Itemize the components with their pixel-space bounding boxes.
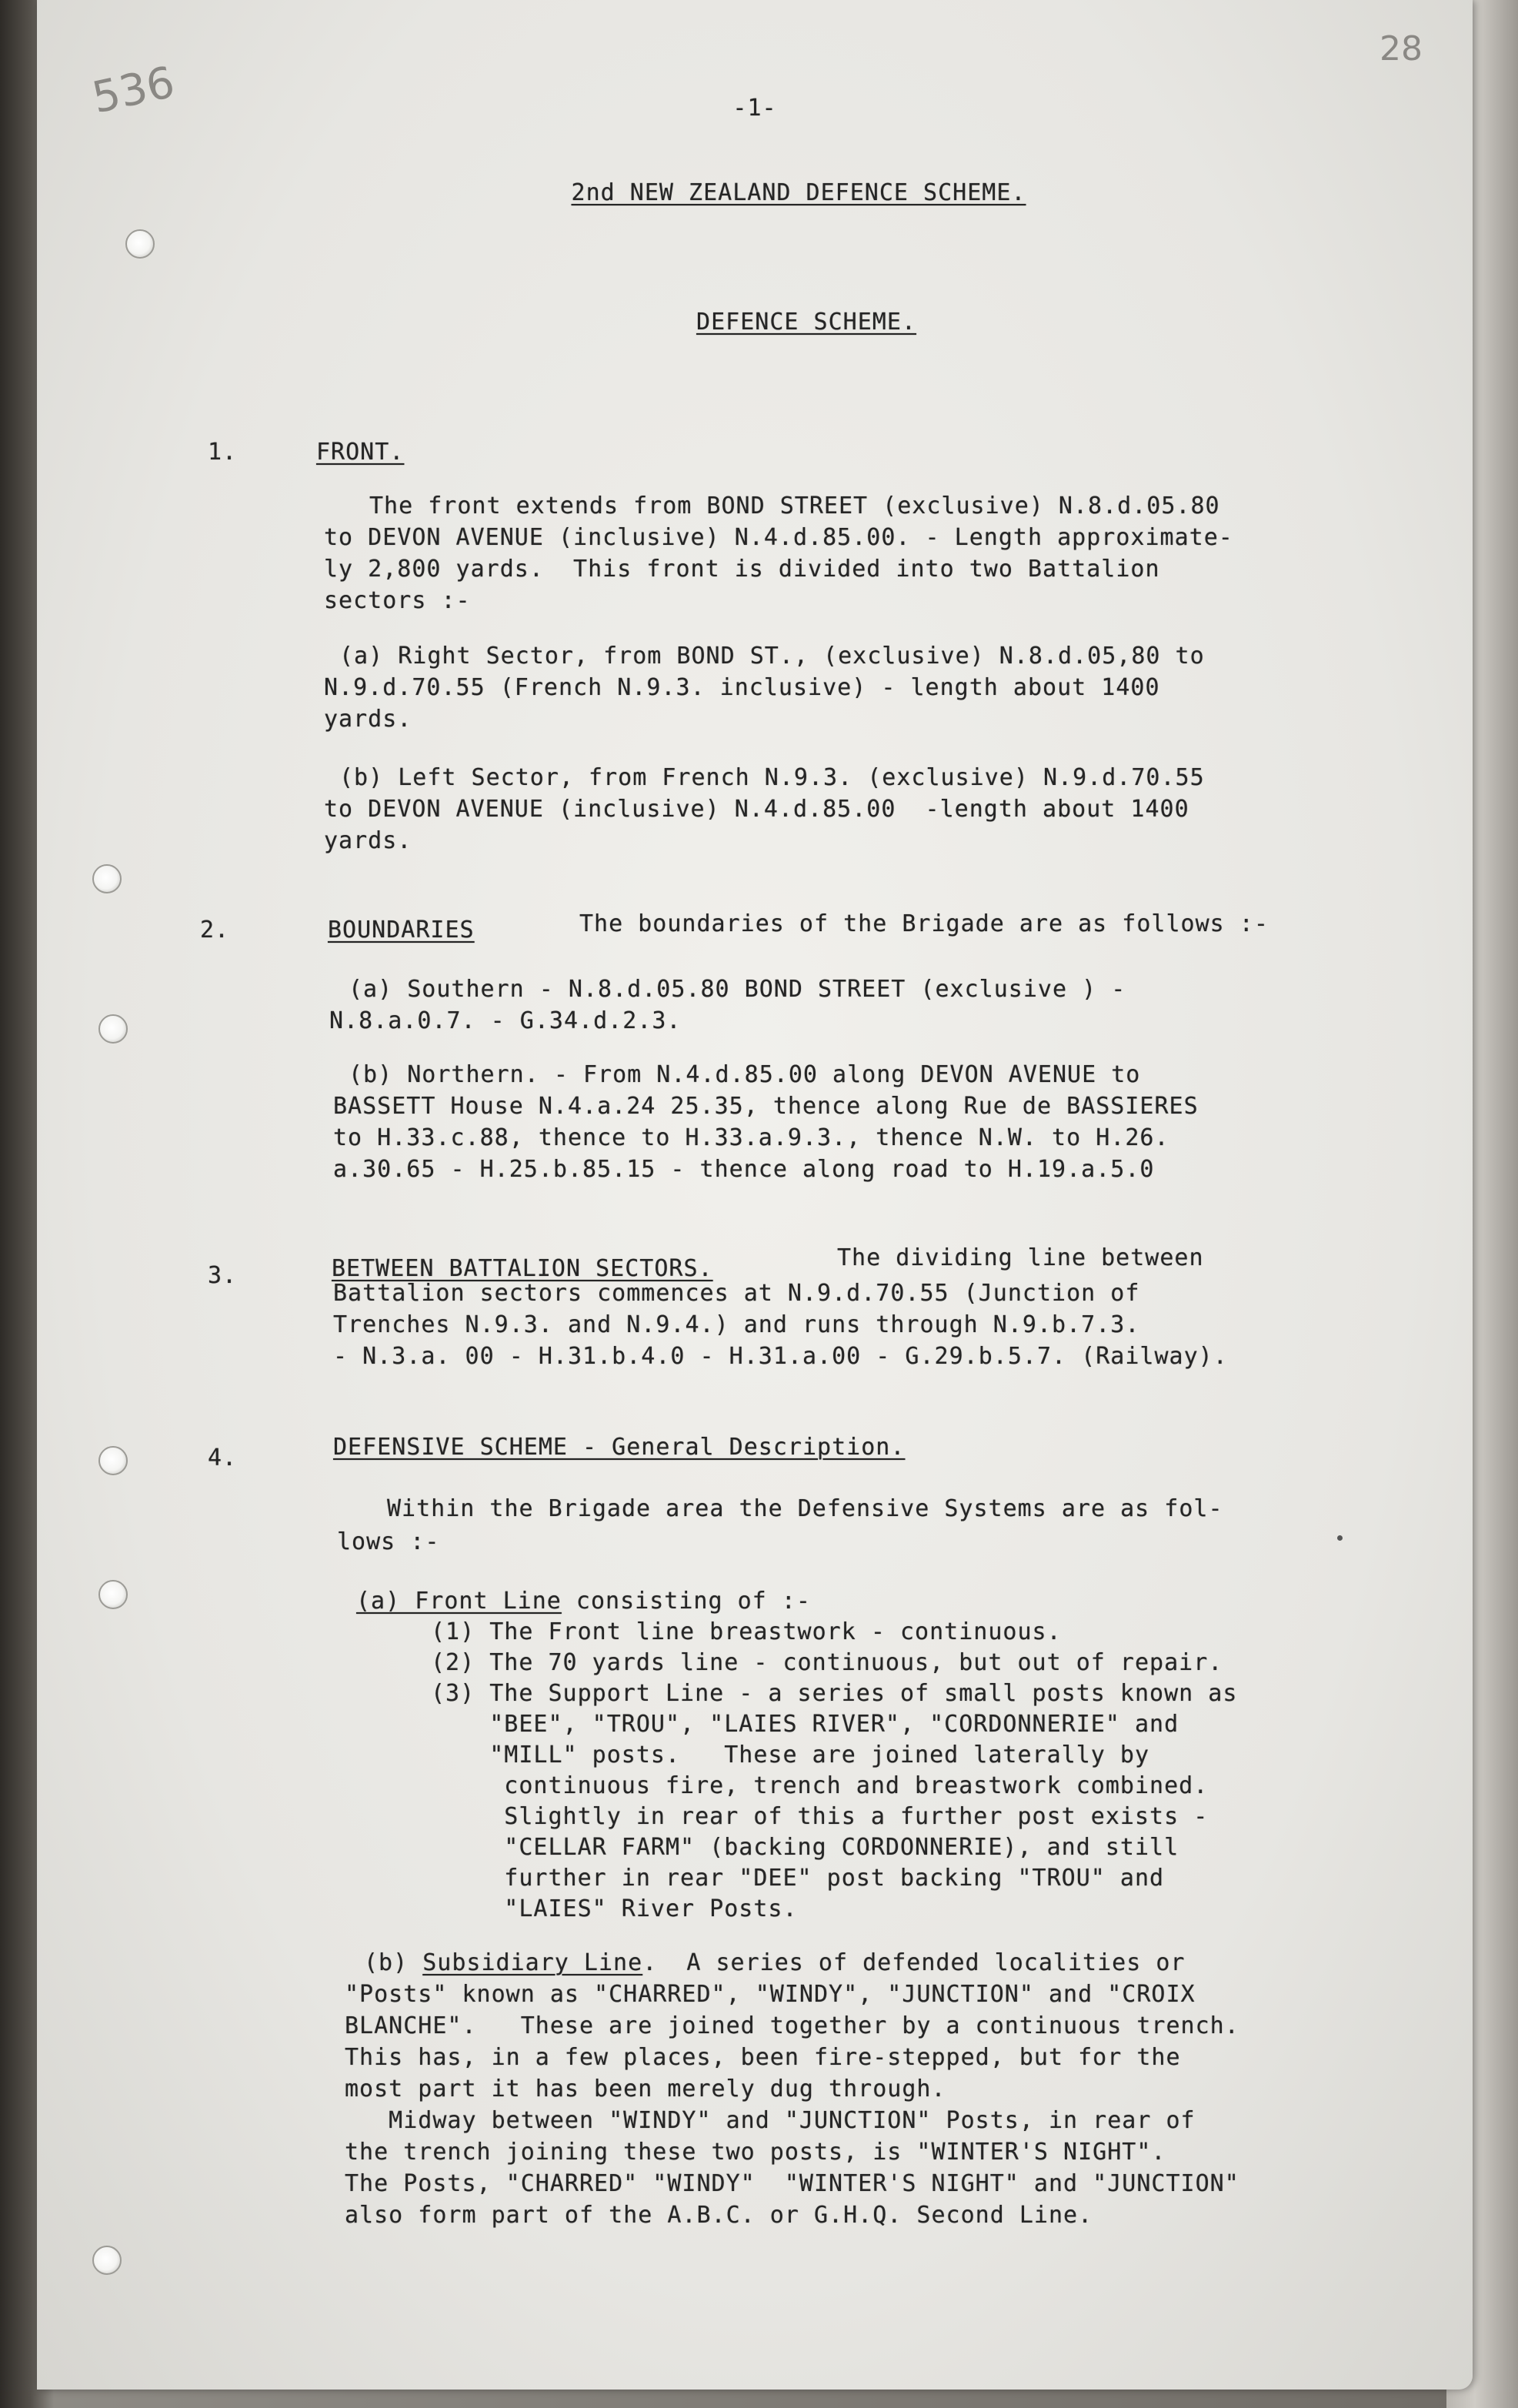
punch-hole — [98, 1580, 128, 1609]
subsidiary-line-label: Subsidiary Line — [422, 1949, 643, 1976]
front-line-item: (3) The Support Line - a series of small posts known as — [431, 1680, 1238, 1707]
front-line-item: (2) The 70 yards line - continuous, but out of repair. — [431, 1649, 1223, 1676]
front-line-item: (1) The Front line breastwork - continuous. — [431, 1618, 1062, 1645]
subsidiary-line-text: This has, in a few places, been fire-stepped, but for the — [345, 2044, 1181, 2071]
document-subtitle: DEFENCE SCHEME. — [696, 309, 916, 336]
front-line-item: "MILL" posts. These are joined laterally by — [431, 1742, 1150, 1768]
section-1-line: The front extends from BOND STREET (exclusive) N.8.d.05.80 — [369, 493, 1220, 519]
section-1-heading: FRONT. — [316, 439, 405, 466]
punch-hole — [98, 1446, 128, 1475]
subsidiary-line-text: Midway between "WINDY" and "JUNCTION" Posts, in rear of — [345, 2107, 1196, 2134]
ink-speck — [1337, 1535, 1343, 1541]
section-2b-line: a.30.65 - H.25.b.85.15 - thence along road to H.19.a.5.0 — [333, 1156, 1155, 1183]
section-1-line: ly 2,800 yards. This front is divided into two Battalion — [324, 556, 1160, 583]
section-2b-line: (b) Northern. - From N.4.d.85.00 along DEVON AVENUE to — [349, 1061, 1141, 1088]
section-2-number: 2. — [200, 917, 230, 943]
subsidiary-line-text: the trench joining these two posts, is "WINTER'S NIGHT". — [345, 2139, 1166, 2166]
section-2-heading: BOUNDARIES — [328, 917, 475, 943]
front-line-item: "LAIES" River Posts. — [431, 1895, 798, 1922]
subsidiary-line-label-rest: . A series of defended localities or — [642, 1949, 1186, 1976]
section-1b-line: to DEVON AVENUE (inclusive) N.4.d.85.00 -length about 1400 — [324, 796, 1189, 823]
folio-number-left: 536 — [88, 57, 179, 124]
front-line-label-rest: consisting of :- — [561, 1588, 811, 1615]
punch-hole — [92, 2246, 122, 2275]
section-3-line: Battalion sectors commences at N.9.d.70.55 (Junction of — [333, 1280, 1140, 1307]
section-1-number: 1. — [208, 439, 238, 466]
front-line-item: further in rear "DEE" post backing "TROU" and — [431, 1865, 1165, 1892]
section-1a-line: (a) Right Sector, from BOND ST., (exclusive) N.8.d.05,80 to — [339, 643, 1205, 670]
section-4-heading: DEFENSIVE SCHEME - General Description. — [333, 1434, 906, 1461]
section-2b-line: BASSETT House N.4.a.24 25.35, thence along Rue de BASSIERES — [333, 1093, 1199, 1120]
subsidiary-line-prefix: (b) — [364, 1949, 423, 1976]
front-line-item: "BEE", "TROU", "LAIES RIVER", "CORDONNERIE" and — [431, 1711, 1179, 1738]
section-2b-line: to H.33.c.88, thence to H.33.a.9.3., thence N.W. to H.26. — [333, 1124, 1169, 1151]
front-line-item: continuous fire, trench and breastwork combined. — [431, 1772, 1209, 1799]
front-line-label: (a) Front Line — [356, 1588, 562, 1615]
punch-hole — [125, 229, 155, 259]
section-1-line: sectors :- — [324, 587, 471, 614]
section-3-line: The dividing line between — [837, 1244, 1204, 1271]
section-1-line: to DEVON AVENUE (inclusive) N.4.d.85.00. - Length approximate- — [324, 524, 1233, 551]
page-number: -1- — [732, 95, 777, 122]
subsidiary-line-text: also form part of the A.B.C. or G.H.Q. Second Line. — [345, 2202, 1093, 2229]
section-3-line: Trenches N.9.3. and N.9.4.) and runs through N.9.b.7.3. — [333, 1311, 1140, 1338]
subsidiary-line-heading — [364, 1947, 1185, 1979]
front-line-item: Slightly in rear of this a further post exists - — [431, 1803, 1209, 1830]
subsidiary-line-text: BLANCHE". These are joined together by a continuous trench. — [345, 2012, 1239, 2039]
section-1b-line: (b) Left Sector, from French N.9.3. (exclusive) N.9.d.70.55 — [339, 764, 1205, 791]
section-3-line: - N.3.a. 00 - H.31.b.4.0 - H.31.a.00 - G.29.b.5.7. (Railway). — [333, 1343, 1228, 1370]
front-line-heading — [356, 1585, 811, 1617]
front-line-item: "CELLAR FARM" (backing CORDONNERIE), and still — [431, 1834, 1179, 1861]
document-title: 2nd NEW ZEALAND DEFENCE SCHEME. — [571, 179, 1026, 206]
section-3-heading: BETWEEN BATTALION SECTORS. — [332, 1255, 713, 1282]
section-2-intro: The boundaries of the Brigade are as follows :- — [579, 910, 1269, 937]
punch-hole — [92, 864, 122, 893]
subsidiary-line-text: most part it has been merely dug through. — [345, 2076, 946, 2102]
section-2a-line: (a) Southern - N.8.d.05.80 BOND STREET (exclusive ) - — [349, 976, 1126, 1003]
folio-number-right: 28 — [1380, 29, 1423, 68]
section-4-line: Within the Brigade area the Defensive Systems are as fol- — [387, 1495, 1223, 1522]
section-1a-line: N.9.d.70.55 (French N.9.3. inclusive) - length about 1400 — [324, 674, 1160, 701]
section-4-line: lows :- — [337, 1528, 440, 1555]
subsidiary-line-text: "Posts" known as "CHARRED", "WINDY", "JUNCTION" and "CROIX — [345, 1981, 1196, 2008]
punch-hole — [98, 1014, 128, 1044]
section-1a-line: yards. — [324, 706, 412, 733]
section-4-number: 4. — [208, 1444, 238, 1471]
section-3-number: 3. — [208, 1262, 238, 1289]
section-1b-line: yards. — [324, 827, 412, 854]
section-2a-line: N.8.a.0.7. - G.34.d.2.3. — [329, 1007, 682, 1034]
subsidiary-line-text: The Posts, "CHARRED" "WINDY" "WINTER'S NIGHT" and "JUNCTION" — [345, 2170, 1239, 2197]
document-page — [37, 0, 1473, 2390]
